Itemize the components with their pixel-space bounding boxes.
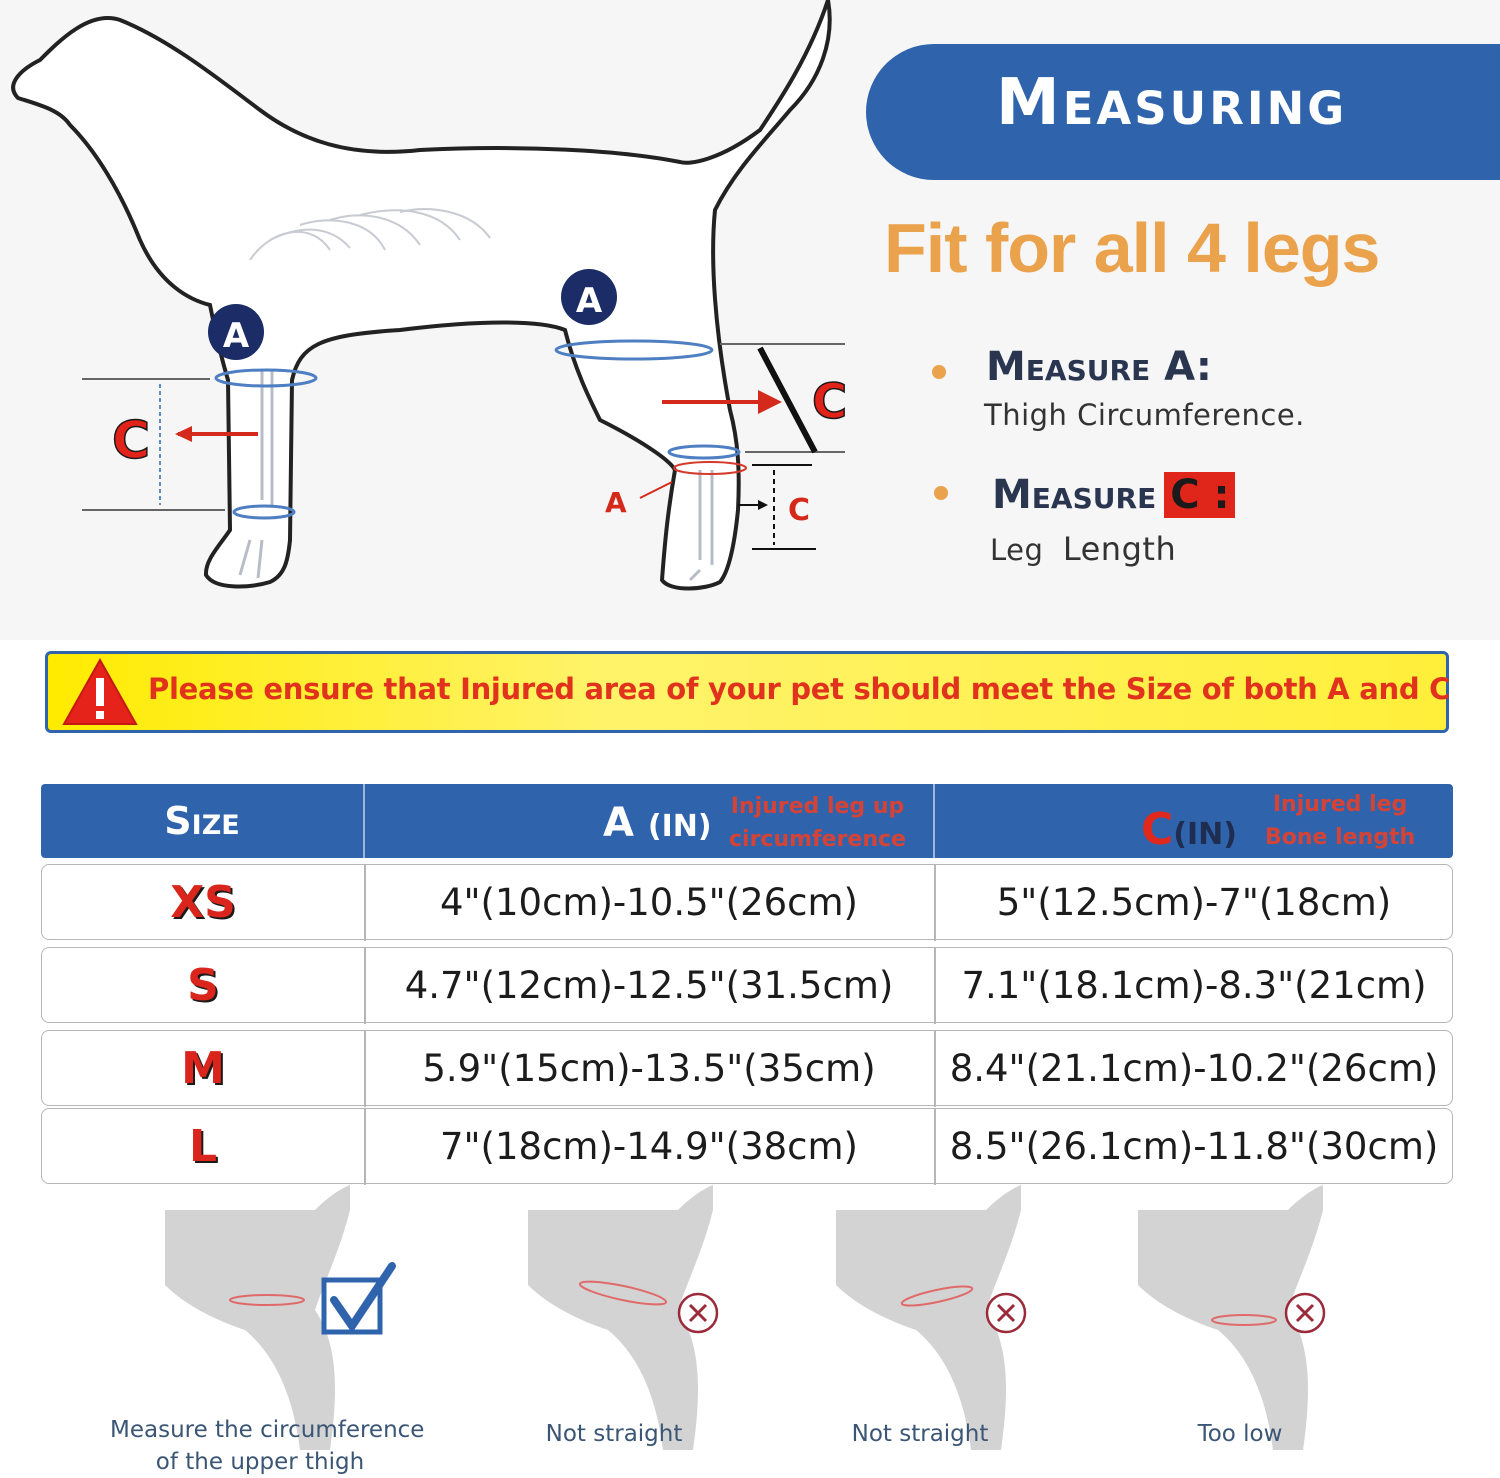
header-c-label: C — [1141, 804, 1174, 855]
a-range-cell: 4"(10cm)-10.5"(26cm) — [440, 881, 858, 924]
fit-caption-line-1: Measure the circumference — [110, 1417, 425, 1443]
a-range-cell: 5.9"(15cm)-13.5"(35cm) — [422, 1047, 876, 1090]
label-c-front: C — [112, 411, 151, 471]
header-c-note — [1265, 788, 1415, 854]
label-a-front: A — [222, 316, 250, 356]
measure-c-highlight: C : — [1164, 472, 1235, 518]
label-a-small: A — [605, 486, 627, 519]
table-row — [41, 864, 1453, 940]
fit-caption-wrong-3: Too low — [1197, 1421, 1283, 1447]
size-cell: M — [181, 1043, 225, 1094]
fit-example-correct — [165, 1185, 392, 1450]
fit-caption-wrong-1: Not straight — [545, 1421, 683, 1447]
header-a-label: A — [603, 800, 634, 846]
measure-c-desc-word-1: Leg — [990, 533, 1044, 567]
bullet-dot-c — [934, 486, 948, 500]
label-a-rear: A — [575, 281, 603, 321]
table-row — [41, 1030, 1453, 1106]
page-subtitle: Fit for all 4 legs — [884, 209, 1380, 287]
measure-c-description — [990, 530, 1176, 568]
header-a-unit: (IN) — [647, 809, 712, 844]
size-cell: L — [188, 1121, 218, 1172]
dog-outline — [13, 0, 830, 589]
fit-caption-correct — [110, 1414, 425, 1478]
fit-example-wrong-3 — [1138, 1185, 1324, 1450]
fit-example-wrong-1 — [528, 1185, 717, 1450]
table-row — [41, 947, 1453, 1023]
header-c-note-line-2: Bone length — [1265, 825, 1416, 850]
size-cell: S — [187, 960, 219, 1011]
header-c-unit: (IN) — [1173, 817, 1237, 852]
measure-a-heading: Measure A: — [986, 344, 1212, 390]
measure-c-heading — [992, 472, 1235, 518]
size-cell: XS — [170, 877, 236, 928]
page-title: Measuring — [996, 66, 1348, 140]
header-a-note-line-1: Injured leg up — [730, 794, 905, 819]
measure-a-description: Thigh Circumference. — [984, 398, 1305, 432]
header-c-note-line-1: Injured leg — [1272, 792, 1408, 817]
size-table-header — [41, 784, 1453, 858]
label-c-small: C — [788, 493, 811, 528]
header-a-note-line-2: circumference — [729, 827, 906, 852]
measure-c-desc-word-2: Length — [1062, 530, 1177, 568]
warning-text: Please ensure that Injured area of your pet should meet the Size of both A and C — [148, 672, 1451, 706]
label-c-rear: C — [812, 374, 848, 430]
table-row — [41, 1108, 1453, 1184]
a-range-cell: 7"(18cm)-14.9"(38cm) — [440, 1125, 858, 1168]
header-a — [603, 800, 712, 846]
checkmark-icon — [324, 1266, 392, 1332]
measure-c-heading-text: Measure — [992, 472, 1157, 518]
header-c — [1141, 804, 1237, 855]
a-range-cell: 4.7"(12cm)-12.5"(31.5cm) — [404, 964, 894, 1007]
header-divider — [363, 784, 365, 858]
header-size: Size — [164, 799, 240, 843]
dog-measurement-diagram — [0, 0, 860, 640]
warning-banner — [45, 651, 1449, 733]
c-range-cell: 8.5"(26.1cm)-11.8"(30cm) — [949, 1125, 1439, 1168]
bullet-dot-a — [932, 365, 946, 379]
c-range-cell: 7.1"(18.1cm)-8.3"(21cm) — [961, 964, 1427, 1007]
c-range-cell: 8.4"(21.1cm)-10.2"(26cm) — [949, 1047, 1439, 1090]
fit-caption-wrong-2: Not straight — [851, 1421, 989, 1447]
header-a-note — [729, 790, 906, 856]
header-divider — [933, 784, 935, 858]
warning-triangle-icon — [62, 658, 138, 726]
fit-example-wrong-2 — [836, 1185, 1025, 1450]
fit-caption-line-2: of the upper thigh — [155, 1449, 365, 1475]
c-range-cell: 5"(12.5cm)-7"(18cm) — [996, 881, 1392, 924]
